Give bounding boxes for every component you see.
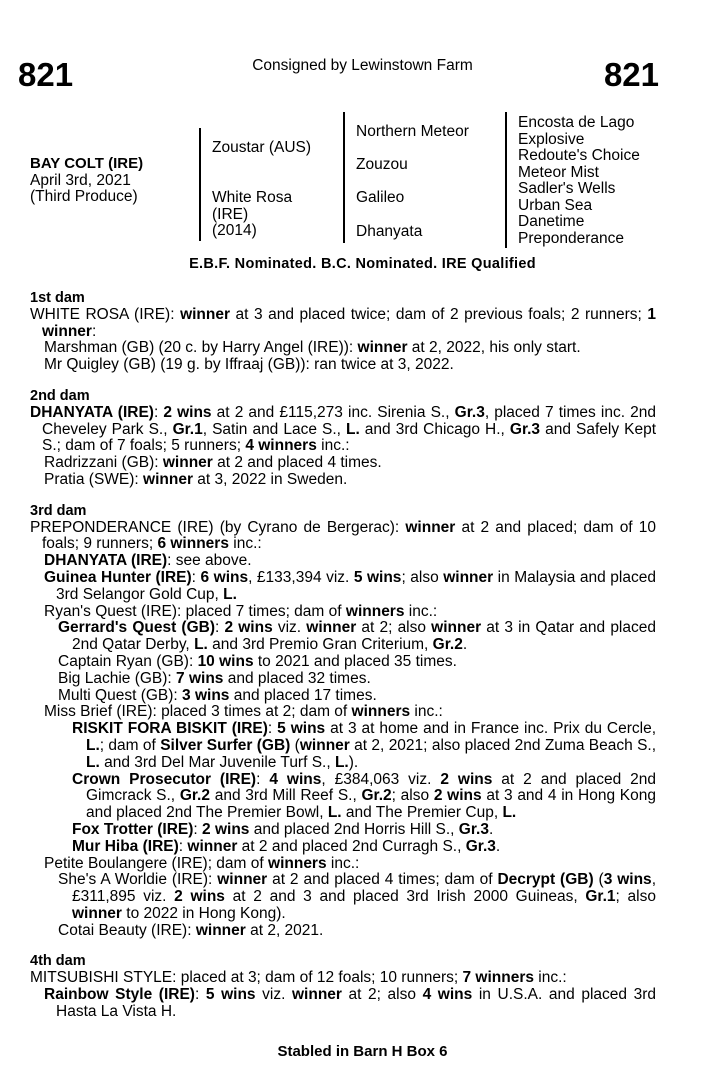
horse-info (30, 156, 143, 206)
pedigree-gen3-3: Meteor Mist (518, 163, 599, 181)
produce-entry: Miss Brief (IRE): placed 3 times at 2; dam of winners inc.: (44, 703, 443, 721)
pedigree-divider-1 (199, 128, 201, 241)
pedigree-gen3-1: Explosive (518, 130, 585, 148)
pedigree-gen3-7: Preponderance (518, 229, 624, 247)
lot-number-left: 821 (18, 56, 74, 93)
pedigree-gen2-3: Dhanyata (356, 223, 423, 240)
dam-entry: PREPONDERANCE (IRE) (by Cyrano de Bergerac): winner at 2 and placed; dam of 10 foals; 9 runners; 6 winners inc.: (30, 518, 656, 553)
pedigree-dam-year: (2014) (212, 222, 257, 239)
produce-entry: Guinea Hunter (IRE): 6 wins, £133,394 viz. 5 wins; also winner in Malaysia and placed 3rd Selangor Gold Cup, L. (44, 568, 656, 603)
pedigree-gen3-0: Encosta de Lago (518, 114, 635, 131)
dam-entry: WHITE ROSA (IRE): winner at 3 and placed twice; dam of 2 previous foals; 2 runners; 1 winner: (30, 305, 656, 340)
produce-entry: Crown Prosecutor (IRE): 4 wins, £384,063 viz. 2 wins at 2 and placed 2nd Gimcrack S., Gr.2 and 3rd Mill Reef S., Gr.2; also 2 wins at 3 and 4 in Hong Kong and placed 2nd The Premier Bowl, L. and The Premier Cup, L. (72, 770, 656, 822)
produce-entry: Petite Boulangere (IRE); dam of winners inc.: (44, 854, 360, 872)
pedigree-dam-name: White Rosa (212, 189, 293, 206)
produce-entry: Marshman (GB) (20 c. by Harry Angel (IRE)): winner at 2, 2022, his only start. (44, 339, 581, 357)
heading-2nd-dam: 2nd dam (30, 387, 90, 404)
pedigree-gen3-2: Redoute's Choice (518, 147, 640, 164)
pedigree-dam (212, 190, 292, 240)
nominations: E.B.F. Nominated. B.C. Nominated. IRE Qualified (189, 256, 536, 272)
pedigree-gen3-5: Urban Sea (518, 196, 593, 214)
produce-entry: Multi Quest (GB): 3 wins and placed 17 times. (58, 686, 377, 704)
catalogue-body (30, 276, 656, 1021)
pedigree-gen3 (518, 115, 640, 247)
pedigree-gen2-2: Galileo (356, 189, 405, 206)
dam-entry: DHANYATA (IRE): 2 wins at 2 and £115,273 inc. Sirenia S., Gr.3, placed 7 times inc. 2nd Cheveley Park S., Gr.1, Satin and Lace S., L. and 3rd Chicago H., Gr.3 and Safely Kept S.; dam of 7 foals; 5 runners; 4 winners inc.: (30, 403, 656, 455)
heading-4th-dam: 4th dam (30, 953, 86, 970)
produce-entry: Captain Ryan (GB): 10 wins to 2021 and placed 35 times. (58, 652, 457, 670)
pedigree-divider-2 (343, 112, 345, 243)
pedigree-divider-3 (505, 112, 507, 248)
produce-entry: Fox Trotter (IRE): 2 wins and placed 2nd Horris Hill S., Gr.3. (72, 820, 494, 838)
produce-entry: Radrizzani (GB): winner at 2 and placed 4 times. (44, 454, 382, 472)
produce-entry: DHANYATA (IRE): see above. (44, 552, 252, 570)
heading-3rd-dam: 3rd dam (30, 502, 87, 519)
horse-dob: April 3rd, 2021 (30, 171, 131, 189)
produce-entry: Mur Hiba (IRE): winner at 2 and placed 2nd Curragh S., Gr.3. (72, 837, 501, 855)
horse-name: BAY COLT (IRE) (30, 155, 144, 172)
produce-entry: Cotai Beauty (IRE): winner at 2, 2021. (58, 921, 324, 939)
pedigree-gen2-0: Northern Meteor (356, 123, 469, 140)
produce-entry: She's A Worldie (IRE): winner at 2 and placed 4 times; dam of Decrypt (GB) (3 wins, £311,895 viz. 2 wins at 2 and 3 and placed 3rd Irish 2000 Guineas, Gr.1; also winner to 2022 in Hong Kong). (58, 871, 656, 922)
horse-produce: (Third Produce) (30, 188, 138, 205)
pedigree-sire: Zoustar (AUS) (212, 139, 312, 156)
heading-1st-dam: 1st dam (30, 290, 85, 306)
produce-entry: Ryan's Quest (IRE): placed 7 times; dam of winners inc.: (44, 602, 438, 620)
pedigree-gen2-1: Zouzou (356, 156, 408, 173)
produce-entry: RISKIT FORA BISKIT (IRE): 5 wins at 3 at home and in France inc. Prix du Cercle, L.; dam of Silver Surfer (GB) (winner at 2, 2021; also placed 2nd Zuma Beach S., L. and 3rd Del Mar Juvenile Turf S., L.). (72, 720, 657, 771)
pedigree-dam-country: (IRE) (212, 205, 249, 223)
produce-entry: Pratia (SWE): winner at 3, 2022 in Sweden. (44, 470, 348, 488)
lot-number-right: 821 (603, 56, 659, 93)
consignor: Consigned by Lewinstown Farm (252, 57, 473, 74)
pedigree-gen3-6: Danetime (518, 213, 585, 230)
produce-entry: Mr Quigley (GB) (19 g. by Iffraaj (GB)): ran twice at 3, 2022. (44, 356, 454, 374)
produce-entry: Gerrard's Quest (GB): 2 wins viz. winner at 2; also winner at 3 in Qatar and placed 2nd Qatar Derby, L. and 3rd Premio Gran Criterium, Gr.2. (58, 619, 656, 654)
produce-entry: Rainbow Style (IRE): 5 wins viz. winner at 2; also 4 wins in U.S.A. and placed 3rd Hasta La Vista H. (44, 986, 657, 1020)
pedigree-gen3-4: Sadler's Wells (518, 180, 616, 197)
dam-entry: MITSUBISHI STYLE: placed at 3; dam of 12 foals; 10 runners; 7 winners inc.: (30, 969, 567, 987)
stabling-info: Stabled in Barn H Box 6 (277, 1043, 448, 1060)
produce-entry: Big Lachie (GB): 7 wins and placed 32 times. (58, 669, 371, 687)
